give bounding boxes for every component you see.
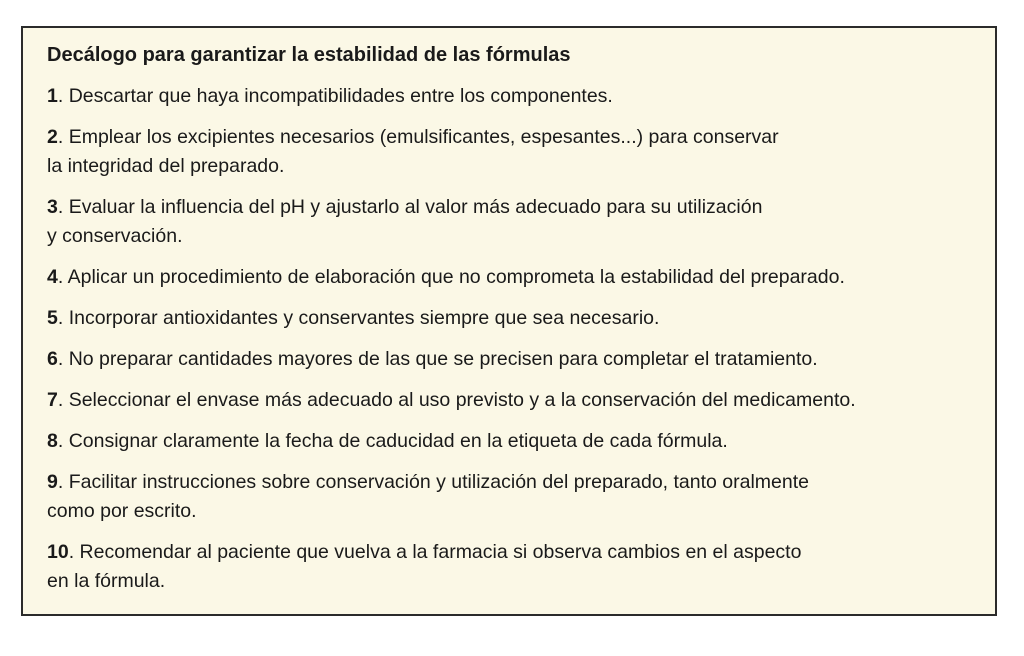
list-item: 2. Emplear los excipientes necesarios (emulsificantes, espesantes...) para conservar la integridad del preparado. [47, 126, 779, 177]
item-text-line: Emplear los excipientes necesarios (emulsificantes, espesantes...) para conservar [68, 126, 779, 148]
item-number: 5 [47, 307, 58, 329]
item-text-line: Facilitar instrucciones sobre conservación y utilización del preparado, tanto oralmente [68, 471, 809, 493]
item-number: 9 [47, 471, 58, 493]
item-number: 6 [47, 348, 58, 370]
item-text-line: Descartar que haya incompatibilidades entre los componentes. [68, 85, 613, 107]
item-text-line: Consignar claramente la fecha de caducidad en la etiqueta de cada fórmula. [68, 430, 728, 452]
item-number: 3 [47, 196, 58, 218]
list-item: 4. Aplicar un procedimiento de elaboración que no comprometa la estabilidad del preparado. [47, 266, 845, 288]
item-number: 8 [47, 430, 58, 452]
item-number: 4 [47, 266, 58, 288]
box-title: Decálogo para garantizar la estabilidad de las fórmulas [47, 44, 571, 66]
item-text-line: y conservación. [47, 225, 183, 247]
item-text-line: Seleccionar el envase más adecuado al uso previsto y a la conservación del medicamento. [68, 389, 856, 411]
list-item: 6. No preparar cantidades mayores de las que se precisen para completar el tratamiento. [47, 348, 818, 370]
item-number: 7 [47, 389, 58, 411]
item-text-line: Incorporar antioxidantes y conservantes siempre que sea necesario. [68, 307, 660, 329]
item-text-line: No preparar cantidades mayores de las que se precisen para completar el tratamiento. [68, 348, 818, 370]
list-item: 3. Evaluar la influencia del pH y ajustarlo al valor más adecuado para su utilización y conservación. [47, 196, 763, 247]
decalogo-list [47, 82, 971, 596]
item-number: 10 [47, 541, 69, 563]
list-item: 10. Recomendar al paciente que vuelva a la farmacia si observa cambios en el aspecto en la fórmula. [47, 541, 802, 592]
decalogo-box [21, 26, 997, 616]
list-item: 9. Facilitar instrucciones sobre conservación y utilización del preparado, tanto oralmente como por escrito. [47, 471, 809, 522]
item-text-line: Recomendar al paciente que vuelva a la farmacia si observa cambios en el aspecto [79, 541, 802, 563]
item-number: 2 [47, 126, 58, 148]
item-text-line: en la fórmula. [47, 570, 166, 592]
list-item: 1. Descartar que haya incompatibilidades entre los componentes. [47, 85, 613, 107]
item-text-line: Aplicar un procedimiento de elaboración que no comprometa la estabilidad del preparado. [67, 266, 845, 288]
list-item: 8. Consignar claramente la fecha de caducidad en la etiqueta de cada fórmula. [47, 430, 728, 452]
item-text-line: la integridad del preparado. [47, 155, 285, 177]
list-item: 7. Seleccionar el envase más adecuado al uso previsto y a la conservación del medicamento. [47, 389, 856, 411]
item-number: 1 [47, 85, 58, 107]
list-item: 5. Incorporar antioxidantes y conservantes siempre que sea necesario. [47, 307, 660, 329]
item-text-line: como por escrito. [47, 500, 197, 522]
item-text-line: Evaluar la influencia del pH y ajustarlo al valor más adecuado para su utilización [68, 196, 763, 218]
